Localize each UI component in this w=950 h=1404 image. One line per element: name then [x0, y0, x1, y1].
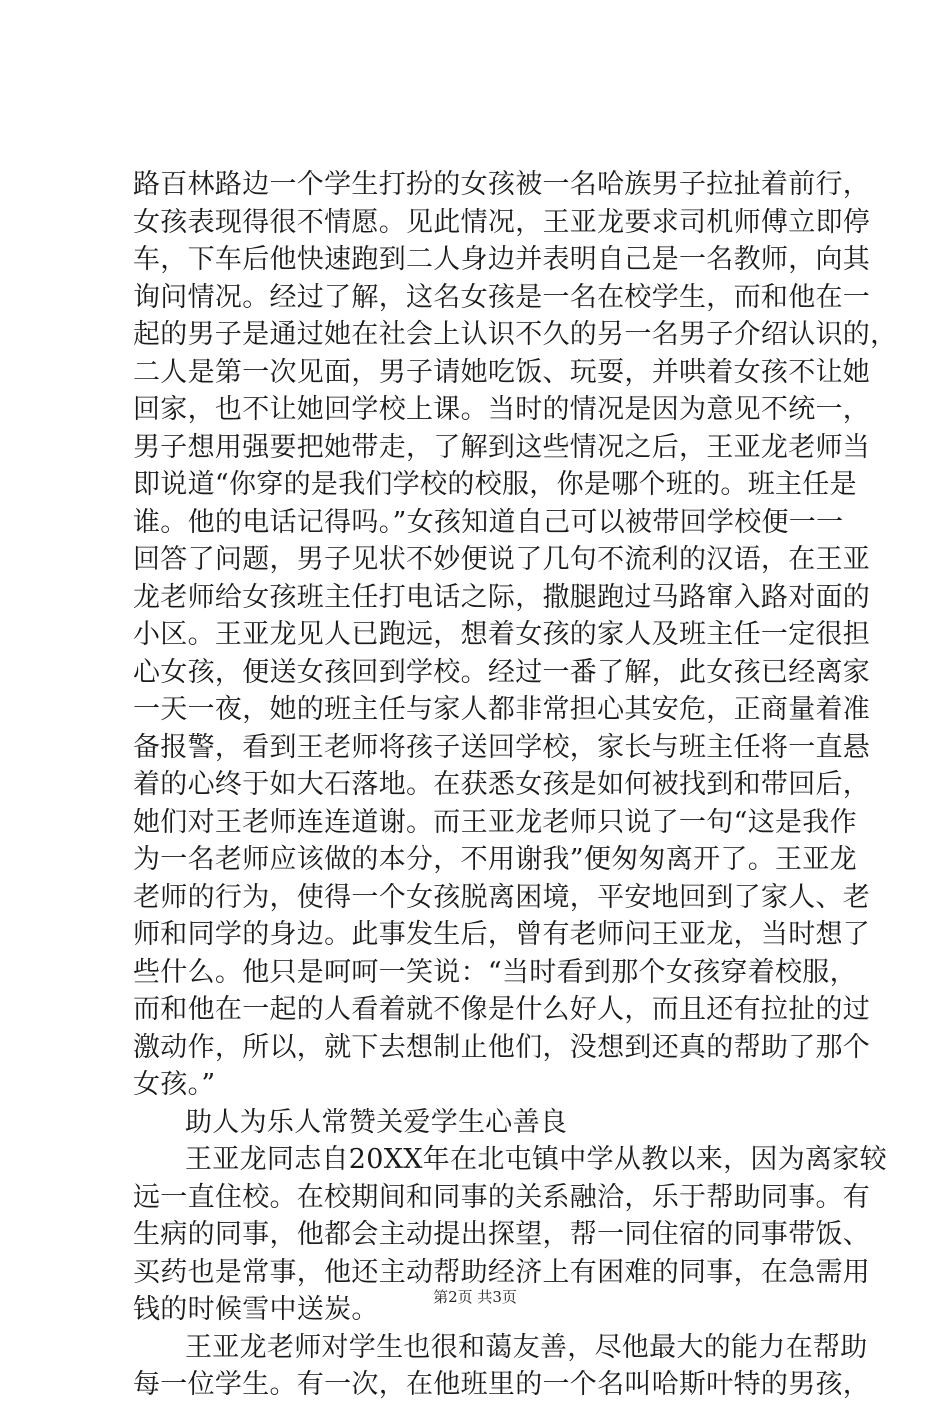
- text-line: 小区。王亚龙见人已跑远，想着女孩的家人及班主任一定很担: [133, 619, 871, 650]
- text-line: 生病的同事，他都会主动提出探望，帮一同住宿的同事带饭、: [133, 1219, 871, 1250]
- text-line: 备报警，看到王老师将孩子送回学校，家长与班主任将一直悬: [133, 731, 871, 763]
- text-line: 着的心终于如大石落地。在获悉女孩是如何被找到和带回后，: [133, 769, 871, 800]
- text-line: 师和同学的身边。此事发生后，曾有老师问王亚龙，当时想了: [133, 919, 871, 950]
- body-text: [133, 166, 898, 1404]
- text-line: 王亚龙老师对学生也很和蔼友善，尽他最大的能力在帮助: [185, 1331, 868, 1363]
- text-line: 她们对王老师连连道谢。而王亚龙老师只说了一句“这是我作: [133, 806, 857, 838]
- text-line: 谁。他的电话记得吗。”女孩知道自己可以被带回学校便一一: [133, 506, 844, 538]
- text-line: 心女孩，便送女孩回到学校。经过一番了解，此女孩已经离家: [133, 656, 871, 688]
- text-line: 车，下车后他快速跑到二人身边并表明自己是一名教师，向其: [133, 244, 871, 275]
- text-line: 一天一夜，她的班主任与家人都非常担心其安危，正商量着准: [133, 694, 871, 725]
- text-line: 即说道“你穿的是我们学校的校服，你是哪个班的。班主任是: [133, 469, 857, 500]
- text-line: 钱的时候雪中送炭。: [133, 1294, 379, 1325]
- text-line: 老师的行为，使得一个女孩脱离困境，平安地回到了家人、老: [133, 881, 871, 913]
- text-line: 买药也是常事，他还主动帮助经济上有困难的同事，在急需用: [133, 1256, 871, 1288]
- text-line: 回家，也不让她回学校上课。当时的情况是因为意见不统一，: [133, 394, 871, 425]
- text-line: 远一直住校。在校期间和同事的关系融洽，乐于帮助同事。有: [133, 1181, 871, 1213]
- text-line: 二人是第一次见面，男子请她吃饭、玩耍，并哄着女孩不让她: [133, 356, 871, 388]
- page-number-footer: 第2页 共3页: [433, 1288, 517, 1306]
- text-line: 而和他在一起的人看着就不像是什么好人，而且还有拉扯的过: [133, 994, 871, 1025]
- text-line: 每一位学生。有一次，在他班里的一个名叫哈斯叶特的男孩，: [133, 1369, 871, 1400]
- text-line: 女孩表现得很不情愿。见此情况，王亚龙要求司机师傅立即停: [133, 206, 871, 238]
- text-line: 询问情况。经过了解，这名女孩是一名在校学生，而和他在一: [133, 281, 871, 313]
- section-heading: 助人为乐人常赞关爱学生心善良: [185, 1106, 568, 1138]
- text-line: 激动作，所以，就下去想制止他们，没想到还真的帮助了那个: [133, 1031, 871, 1063]
- text-line: 王亚龙同志自20XX年在北屯镇中学从教以来，因为离家较: [185, 1144, 887, 1175]
- text-line: 为一名老师应该做的本分，不用谢我”便匆匆离开了。王亚龙: [133, 844, 857, 875]
- text-line: 女孩。”: [133, 1069, 216, 1100]
- text-line: 些什么。他只是呵呵一笑说：“当时看到那个女孩穿着校服，: [133, 956, 857, 988]
- text-line: 龙老师给女孩班主任打电话之际，撒腿跑过马路窜入路对面的: [133, 581, 871, 613]
- text-line: 起的男子是通过她在社会上认识不久的另一名男子介绍认识的，: [133, 319, 898, 350]
- text-line: 男子想用强要把她带走，了解到这些情况之后，王亚龙老师当: [133, 431, 871, 463]
- text-line: 回答了问题，男子见状不妙便说了几句不流利的汉语，在王亚: [133, 544, 871, 575]
- text-line: 路百林路边一个学生打扮的女孩被一名哈族男子拉扯着前行，: [133, 169, 871, 200]
